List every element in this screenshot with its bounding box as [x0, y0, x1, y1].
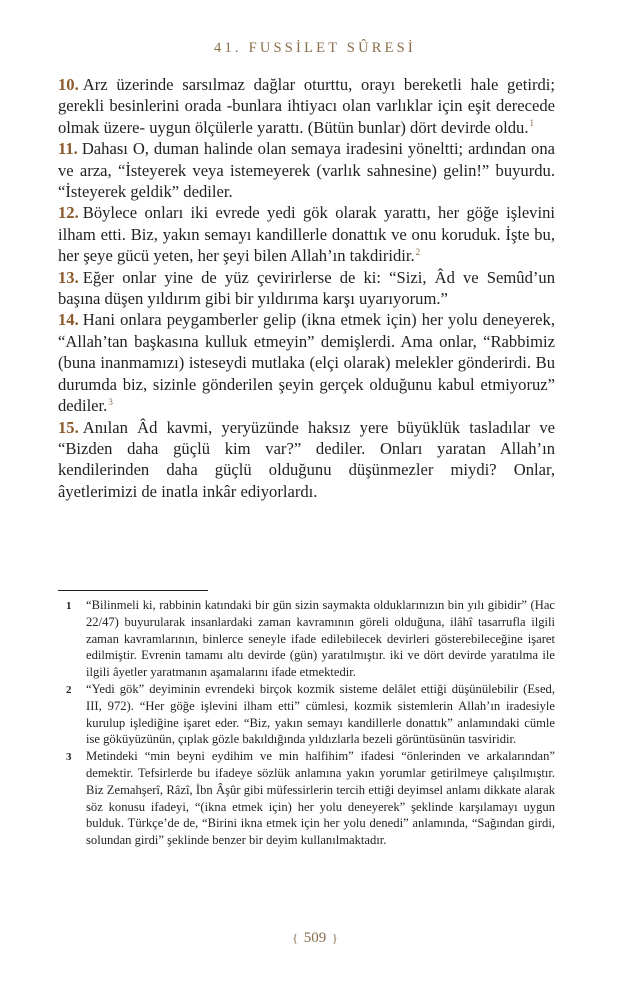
footnote-1 [58, 597, 555, 681]
footnote-divider [58, 590, 208, 591]
footnote-text: Metindeki “min beyni eydihim ve min halfihim” ifadesi “önlerinden ve arkalarından” demektir. Tefsirlerde bu ifadeye sözlük anlamına yakın yorumlar getirilmeye çalışılmıştır. Biz Zemahşerî, Râzî, İbn Âşûr gibi müfessirlerin tercih ettiği deyimsel anlamı dikkate alarak söz konusu ifadeyi, “(ikna etmek için) her yolu deneyerek” şeklinde karşılamayı uygun bulduk. Türkçe’de de, “Birini ikna etmek için her yolu denedi” anlamında, “Sağından girdi, solundan girdi” şeklinde benzer bir deyim kullanılmaktadır. [86, 749, 555, 848]
verse-number: 13. [58, 267, 79, 287]
verse-15 [58, 417, 555, 503]
footnote-ref[interactable]: 1 [529, 118, 534, 129]
verse-number: 10. [58, 75, 79, 94]
verse-text: Anılan Âd kavmi, yeryüzünde haksız yere büyüklük tasladılar ve “Bizden daha güçlü kim var?” dediler. Onları yaratan Allah’ın kendilerinden daha güçlü olduğunu düşünmezler miydi? Onlar, âyetlerimizi de inatla inkâr ediyorlardı. [58, 417, 555, 501]
footnote-text: “Yedi gök” deyiminin evrendeki birçok kozmik sisteme delâlet ettiği düşünülebilir (Esed, III, 972). “Her göğe işlevini ilham etti” cümlesi, kozmik sistemlerin Allah’ın iradesiyle kurulup işlediğine işaret eder. “Biz, yakın semayı kandillerle donattık” anlamındaki cümle ise göküyüzünün, çıplak gözle bakıldığında yıldızlarla bezeli görüntüsünün tasviridir. [86, 681, 555, 747]
verse-10 [58, 74, 555, 138]
verse-13 [58, 267, 555, 310]
verse-text: Eğer onlar yine de yüz çevirirlerse de ki: “Sizi, Âd ve Semûd’un başına düşen yıldırım gibi bir yıldırıma karşı uyarıyorum.” [58, 267, 555, 309]
running-header: 41. FUSSİLET SÛRESİ [214, 40, 416, 56]
footnote-3 [58, 748, 555, 849]
footnote-number: 1 [66, 600, 72, 612]
footnote-2 [58, 681, 555, 748]
right-ornament-icon: } [332, 931, 338, 945]
footnote-number: 2 [66, 683, 72, 696]
left-ornament-icon: { [292, 931, 298, 945]
verse-12 [58, 202, 555, 266]
verse-text: Böylece onları iki evrede yedi gök olarak yarattı, her göğe işlevini ilham etti. Biz, yakın semayı kandillerle donattık ve onu koruduk. İşte bu, her şeye gücü yeten, her şeyi bilen Allah’ın takdiridir. [58, 203, 555, 266]
page-number: 509 [303, 930, 327, 946]
verse-number: 12. [58, 203, 79, 223]
verse-number: 11. [58, 139, 78, 159]
footnote-text: “Bilinmeli ki, rabbinin katındaki bir gün sizin saymakta olduklarınızın bin yılı gibidir” (Hac 22/47) buyurularak insanlardaki zaman kavramının göreli olduğuna, ilâhî tasarrufla ilgili zaman kavramlarının, binlerce seneyle ifade edilebilecek devirleri gösterebileceğine işaret edilmiştir. Evrenin tamamı altı devirde (gün) yaratılmıştır. iki ve dört devirde yaratılma ile ilgili âyetler yaratmanın aşamalarını ifade etmektedir. [86, 598, 555, 680]
footnote-ref[interactable]: 3 [108, 396, 113, 407]
footnote-number: 3 [66, 751, 72, 764]
verse-11 [58, 138, 555, 202]
page-number-footer [0, 930, 630, 947]
verse-block [58, 74, 555, 502]
footnote-ref[interactable]: 2 [415, 246, 421, 257]
verse-text: Hani onlara peygamberler gelip (ikna etmek için) her yolu deneyerek, “Allah’tan başkasına kulluk etmeyin” demişlerdi. Ama onlar, “Rabbimiz (buna inanmamızı) isteseydi mutlaka (elçi olarak) melekler gönderirdi. Bu durumda biz, sizinle gönderilen şeyin gerçek olduğunu kabul etmiyoruz” dediler. [58, 310, 555, 416]
verse-number: 14. [58, 310, 79, 330]
verse-text: Dahası O, duman halinde olan semaya iradesini yöneltti; ardından ona ve arza, “İsteyerek veya istemeyerek (varlık sahnesine) gelin!” buyurdu. “İsteyerek geldik” dediler. [58, 139, 555, 202]
footnotes [58, 597, 555, 849]
verse-number: 15. [58, 417, 79, 437]
verse-14 [58, 309, 555, 416]
verse-text: Arz üzerinde sarsılmaz dağlar oturttu, orayı bereketli hale getirdi; gerekli besinlerini orada -bunlara ihtiyacı olan varlıklar için eşit derecede olmak üzere- uygun ölçülerle yarattı. (Bütün bunlar) dört devirde oldu. [58, 75, 555, 137]
